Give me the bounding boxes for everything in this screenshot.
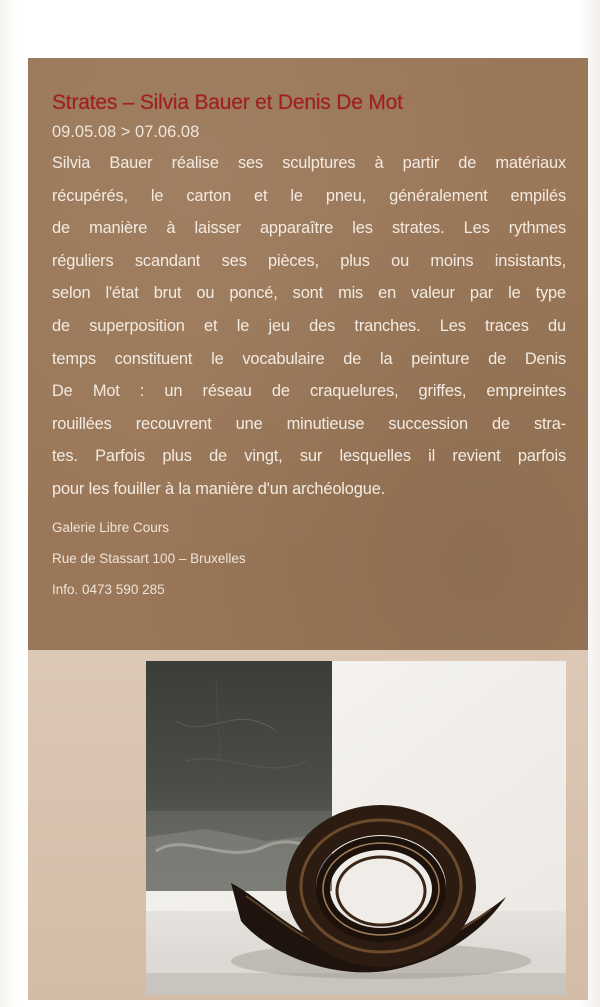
description-line: Silvia Bauer réalise ses sculptures à partir de matériaux [52, 154, 566, 172]
venue-block [52, 512, 566, 605]
description-line: de manière à laisser apparaître les strates. Les rythmes [52, 219, 566, 238]
description-line: récupérés, le carton et le pneu, généralement empilés [52, 186, 566, 205]
description-line: tes. Parfois plus de vingt, sur lesquelles il revient parfois [52, 447, 566, 466]
venue-phone: Info. 0473 590 285 [52, 581, 165, 597]
artwork-photo [146, 661, 566, 995]
exhibition-title: Strates – Silvia Bauer et Denis De Mot [52, 91, 403, 114]
description-line: De Mot : un réseau de craquelures, griffes, empreintes [52, 382, 566, 401]
description-line: de superposition et le jeu des tranches. Les traces du [52, 316, 566, 335]
venue-address: Rue de Stassart 100 – Bruxelles [52, 550, 246, 566]
artwork-illustration [146, 661, 566, 995]
description-line: réguliers scandant ses pièces, plus ou moins insistants, [52, 251, 566, 270]
description-line: pour les fouiller à la manière d'un archéologue. [52, 479, 386, 498]
description-line: temps constituent le vocabulaire de la peinture de Denis [52, 349, 566, 368]
venue-name: Galerie Libre Cours [52, 519, 170, 535]
description-line: rouillées recouvrent une minutieuse succession de stra- [52, 414, 566, 433]
exhibition-dates: 09.05.08 > 07.06.08 [52, 123, 200, 141]
exhibition-description [52, 147, 566, 506]
exhibition-panel [28, 58, 588, 650]
description-line: selon l'état brut ou poncé, sont mis en valeur par le type [52, 284, 566, 303]
